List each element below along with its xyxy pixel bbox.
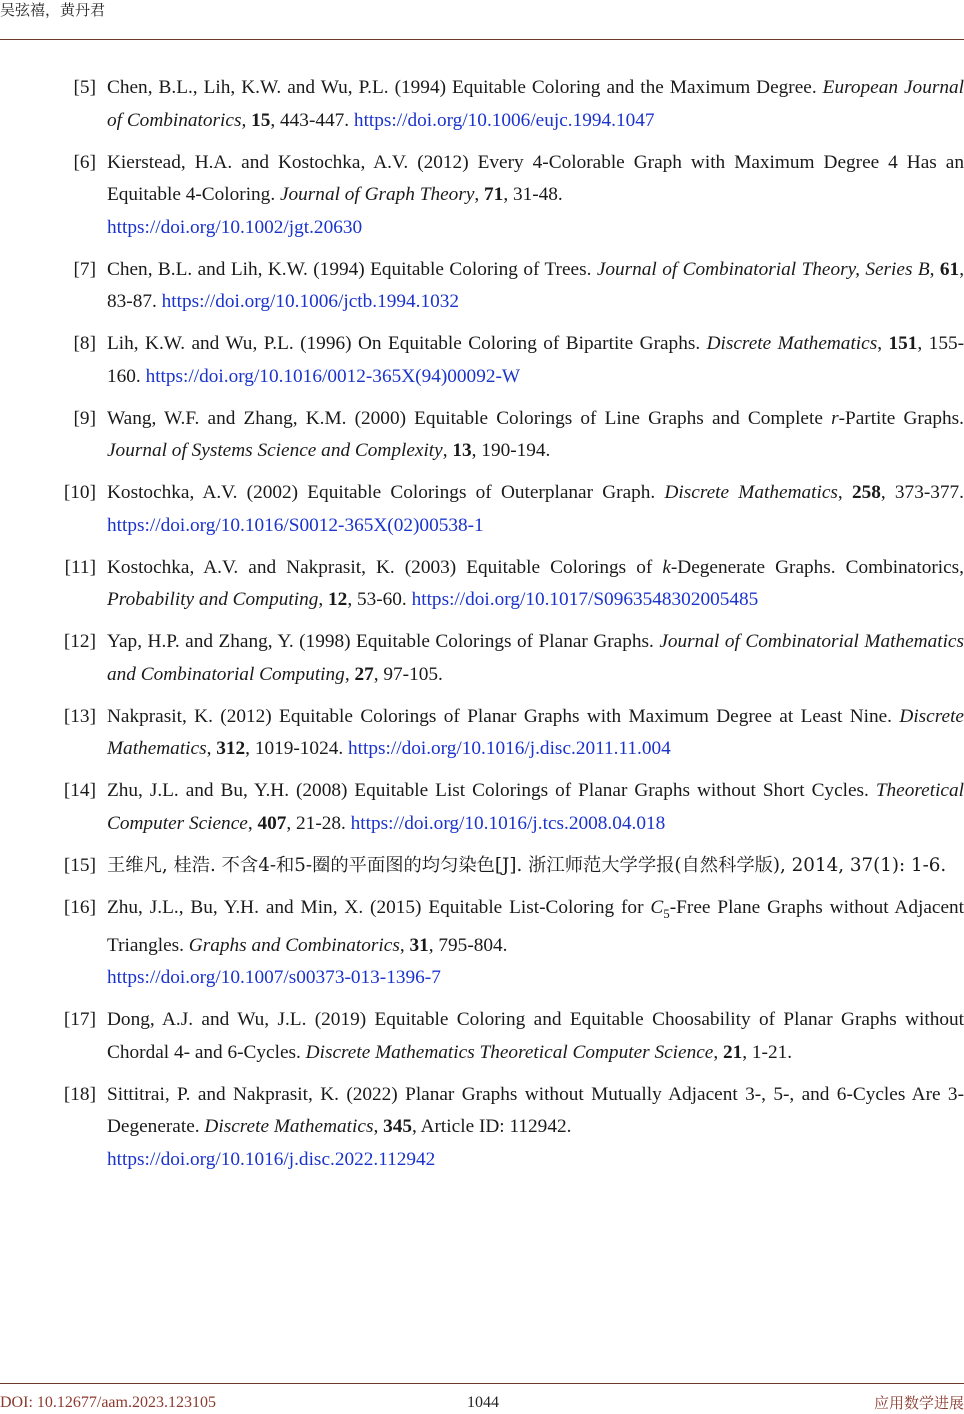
reference-authors-title: Zhu, J.L. and Bu, Y.H. (2008) Equitable List Colorings of Planar Graphs without Short Cycles. <box>107 780 876 801</box>
reference-authors-title: Sittitrai, P. and Nakprasit, K. (2022) Planar Graphs without Mutually Adjacent 3-, 5-, and 6-Cycles Are 3-Degenerate. <box>107 1083 964 1138</box>
reference-journal: Journal of Systems Science and Complexity <box>107 440 443 461</box>
reference-journal: Discrete Mathematics Theoretical Computer Science <box>305 1041 714 1063</box>
reference-authors-title: Nakprasit, K. (2012) Equitable Colorings of Planar Graphs with Maximum Degree at Least Nine. <box>107 705 900 727</box>
reference-text: 王维凡, 桂浩. 不含4-和5-圈的平面图的均匀染色[J]. 浙江师范大学学报(自然科学版), 2014, 37(1): 1-6. <box>107 854 947 876</box>
reference-doi-link[interactable]: https://doi.org/10.1006/eujc.1994.1047 <box>353 109 655 131</box>
reference-pages: , 443-447. <box>270 109 354 131</box>
reference-number: [5] <box>73 77 96 98</box>
reference-journal: Discrete Mathematics <box>107 705 964 759</box>
reference-journal: Discrete Mathematics <box>204 1116 374 1138</box>
reference-volume: 71 <box>484 184 504 205</box>
reference-item <box>0 850 964 883</box>
reference-journal: Graphs and Combinatorics <box>188 934 400 956</box>
reference-title-rest: -Free Plane Graphs without Adjacent Triangles. <box>107 896 964 956</box>
reference-journal: Discrete Mathematics <box>706 333 878 354</box>
reference-volume: 31 <box>409 934 429 956</box>
reference-authors-title: Kierstead, H.A. and Kostochka, A.V. (2012) Every 4-Colorable Graph with Maximum Degree 4 Has an Equitable 4-Coloring. <box>107 151 964 205</box>
reference-volume: 61 <box>939 258 960 280</box>
reference-volume: 312 <box>216 738 246 759</box>
reference-journal: European Journal of Combinatorics <box>107 77 964 131</box>
reference-journal: Probability and Computing <box>107 589 319 610</box>
reference-pages: , 373-377. <box>880 482 964 503</box>
reference-item: [14] Zhu, J.L. and Bu, Y.H. (2008) Equitable List Colorings of Planar Graphs without Short Cycles. Theoretical Computer Science, 407, 21-28. https://doi.org/10.1016/j.tcs.2008.04.018 <box>0 775 964 840</box>
reference-volume: 13 <box>452 440 472 461</box>
math-variable: r <box>831 407 839 429</box>
reference-volume: 15 <box>251 109 271 131</box>
reference-item: [13] Nakprasit, K. (2012) Equitable Colorings of Planar Graphs with Maximum Degree at Least Nine. Discrete Mathematics, 312, 1019-1024. https://doi.org/10.1016/j.disc.2011.11.004 <box>0 701 964 766</box>
reference-volume: 258 <box>851 482 881 503</box>
reference-pages: , 53-60. <box>347 589 412 610</box>
reference-item: [8] Lih, K.W. and Wu, P.L. (1996) On Equitable Coloring of Bipartite Graphs. Discrete Mathematics, 151, 155-160. https://doi.org/10.1016/0012-365X(94)00092-W <box>0 328 964 393</box>
reference-volume: 345 <box>383 1116 413 1138</box>
reference-number: [18] <box>63 1083 96 1105</box>
reference-journal: Theoretical Computer Science <box>107 780 964 834</box>
reference-authors-title: Kostochka, A.V. and Nakprasit, K. (2003) Equitable Colorings of <box>107 556 663 578</box>
reference-doi-link[interactable]: https://doi.org/10.1016/j.tcs.2008.04.018 <box>350 812 666 834</box>
reference-number: [17] <box>63 1009 96 1031</box>
reference-number: [10] <box>63 482 96 503</box>
reference-journal: Journal of Combinatorial Theory, Series B <box>596 258 930 280</box>
reference-item: [9] Wang, W.F. and Zhang, K.M. (2000) Equitable Colorings of Line Graphs and Complete r-Partite Graphs. Journal of Systems Science and Complexity, 13, 190-194. <box>0 403 964 468</box>
reference-journal: Journal of Combinatorial Mathematics and Combinatorial Computing <box>107 631 964 685</box>
reference-list <box>0 72 964 1186</box>
reference-number: [16] <box>63 896 96 918</box>
reference-item: [11] Kostochka, A.V. and Nakprasit, K. (2003) Equitable Colorings of k-Degenerate Graphs. Combinatorics, Probability and Computing, 12, 53-60. https://doi.org/10.1017/S0963548302005485 <box>0 552 964 617</box>
reference-journal: Discrete Mathematics <box>664 482 838 503</box>
reference-volume: 151 <box>888 333 918 354</box>
footer-doi: DOI: 10.12677/aam.2023.123105 <box>0 1394 216 1411</box>
reference-item: [18] Sittitrai, P. and Nakprasit, K. (2022) Planar Graphs without Mutually Adjacent 3-, 5-, and 6-Cycles Are 3-Degenerate. Discrete Mathematics, 345, Article ID: 112942. https://doi.org/10.1016/j.disc.2022.112942 <box>0 1079 964 1177</box>
reference-pages: , 21-28. <box>286 812 351 834</box>
reference-item: [6] Kierstead, H.A. and Kostochka, A.V. (2012) Every 4-Colorable Graph with Maximum Degree 4 Has an Equitable 4-Coloring. Journal of Graph Theory, 71, 31-48. https://doi.org/10.1002/jgt.20630 <box>0 147 964 245</box>
reference-authors-title: Zhu, J.L., Bu, Y.H. and Min, X. (2015) Equitable List-Coloring for <box>107 896 651 918</box>
reference-number: [12] <box>63 631 96 652</box>
reference-pages: , 1019-1024. <box>245 738 348 759</box>
reference-doi-link[interactable]: https://doi.org/10.1007/s00373-013-1396-7 <box>107 967 441 989</box>
reference-authors-title: Wang, W.F. and Zhang, K.M. (2000) Equitable Colorings of Line Graphs and Complete <box>107 407 832 429</box>
math-subscript: 5 <box>663 905 670 921</box>
reference-item: [17] Dong, A.J. and Wu, J.L. (2019) Equitable Coloring and Equitable Choosability of Planar Graphs without Chordal 4- and 6-Cycles. Discrete Mathematics Theoretical Computer Science, 21, 1-21. <box>0 1004 964 1069</box>
reference-pages: , 190-194. <box>471 440 551 461</box>
reference-number: [7] <box>73 258 96 280</box>
reference-number: [8] <box>73 333 96 354</box>
reference-doi-link[interactable]: https://doi.org/10.1016/0012-365X(94)00092-W <box>145 365 521 387</box>
reference-volume: 12 <box>328 589 348 610</box>
reference-item: [7] Chen, B.L. and Lih, K.W. (1994) Equitable Coloring of Trees. Journal of Combinatorial Theory, Series B, 61, 83-87. https://doi.org/10.1006/jctb.1994.1032 <box>0 254 964 319</box>
math-variable: k <box>662 556 671 578</box>
reference-volume: 21 <box>722 1041 743 1063</box>
reference-doi-link[interactable]: https://doi.org/10.1016/j.disc.2011.11.004 <box>348 738 671 759</box>
reference-doi-link[interactable]: https://doi.org/10.1016/S0012-365X(02)00538-1 <box>107 514 484 536</box>
header-authors: 吴弦禧，黄丹君 <box>0 1 106 19</box>
reference-authors-title: Lih, K.W. and Wu, P.L. (1996) On Equitable Coloring of Bipartite Graphs. <box>107 333 707 354</box>
reference-authors-title: Yap, H.P. and Zhang, Y. (1998) Equitable Colorings of Planar Graphs. <box>107 631 660 652</box>
reference-item: [5] Chen, B.L., Lih, K.W. and Wu, P.L. (1994) Equitable Coloring and the Maximum Degree. European Journal of Combinatorics, 15, 443-447. https://doi.org/10.1006/eujc.1994.1047 <box>0 72 964 137</box>
reference-number: [6] <box>73 151 96 173</box>
reference-pages: , Article ID: 112942. <box>412 1116 572 1138</box>
reference-number: [11] <box>64 556 96 578</box>
reference-pages: , 155-160. <box>107 333 964 387</box>
reference-number: [15] <box>63 854 96 876</box>
reference-doi-link[interactable]: https://doi.org/10.1017/S0963548302005485 <box>411 589 759 610</box>
reference-volume: 27 <box>354 663 374 685</box>
reference-doi-link[interactable]: https://doi.org/10.1016/j.disc.2022.112942 <box>107 1148 436 1170</box>
reference-item: [16] Zhu, J.L., Bu, Y.H. and Min, X. (2015) Equitable List-Coloring for $C_5$-Free Plane Graphs without Adjacent Triangles. Graphs and Combinatorics, 31, 795-804. https://doi.org/10.1007/s00373-013-1396-7 <box>0 892 964 995</box>
reference-pages: , 795-804. <box>428 934 508 956</box>
reference-pages: , 1-21. <box>742 1041 793 1063</box>
reference-item: [10] Kostochka, A.V. (2002) Equitable Colorings of Outerplanar Graph. Discrete Mathematics, 258, 373-377. https://doi.org/10.1016/S0012-365X(02)00538-1 <box>0 477 964 542</box>
reference-number: [9] <box>73 407 96 429</box>
page-footer <box>0 1383 964 1414</box>
reference-number: [13] <box>63 705 96 727</box>
reference-number: [14] <box>63 780 96 801</box>
reference-authors-title: Dong, A.J. and Wu, J.L. (2019) Equitable Coloring and Equitable Choosability of Planar Graphs without Chordal 4- and 6-Cycles. <box>107 1009 964 1063</box>
reference-authors-title: Kostochka, A.V. (2002) Equitable Colorings of Outerplanar Graph. <box>107 482 665 503</box>
reference-doi-link[interactable]: https://doi.org/10.1006/jctb.1994.1032 <box>161 291 460 312</box>
reference-title-rest: -Degenerate Graphs. Combinatorics, <box>670 556 964 578</box>
reference-volume: 407 <box>257 812 287 834</box>
reference-pages: , 31-48. <box>503 184 563 205</box>
reference-pages: , 97-105. <box>373 663 443 685</box>
math-variable: C <box>650 896 664 918</box>
reference-authors-title: Chen, B.L., Lih, K.W. and Wu, P.L. (1994) Equitable Coloring and the Maximum Degree. <box>107 77 823 98</box>
running-header <box>0 0 964 40</box>
reference-journal: Journal of Graph Theory <box>279 184 475 205</box>
reference-item: [12] Yap, H.P. and Zhang, Y. (1998) Equitable Colorings of Planar Graphs. Journal of Combinatorial Mathematics and Combinatorial Computing, 27, 97-105. <box>0 626 964 691</box>
reference-title-rest: -Partite Graphs. <box>838 407 964 429</box>
footer-journal-name: 应用数学进展 <box>873 1394 964 1412</box>
page-number: 1044 <box>467 1394 499 1411</box>
reference-doi-link[interactable]: https://doi.org/10.1002/jgt.20630 <box>107 216 363 238</box>
reference-pages: , 83-87. <box>107 258 964 312</box>
reference-authors-title: Chen, B.L. and Lih, K.W. (1994) Equitable Coloring of Trees. <box>107 258 597 280</box>
